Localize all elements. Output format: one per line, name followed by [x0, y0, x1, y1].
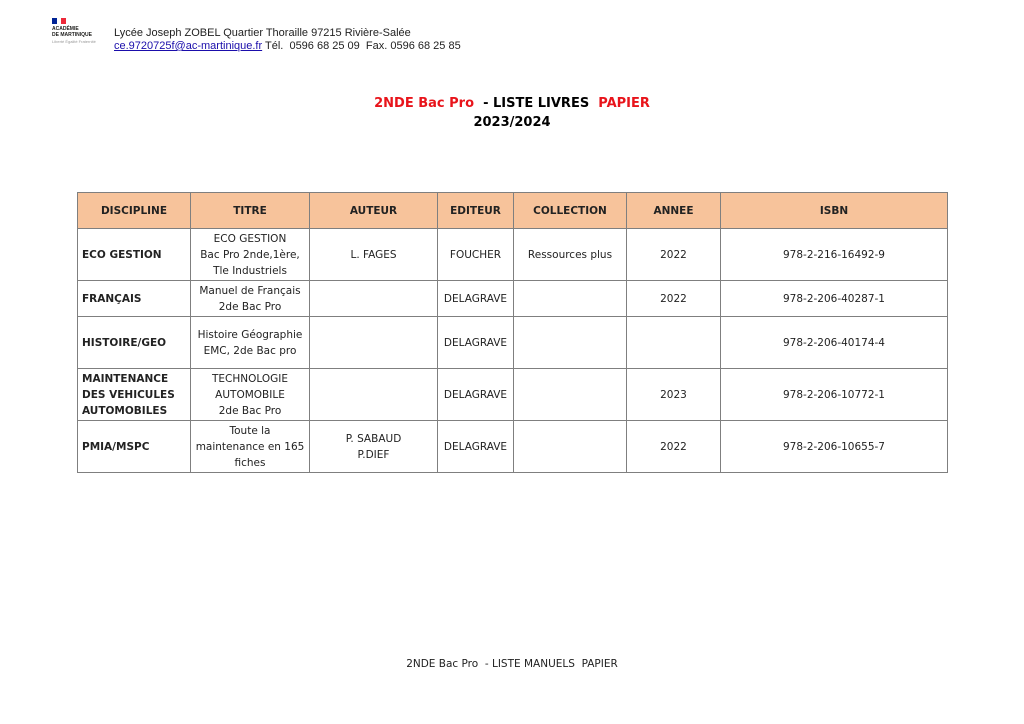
cell-discipline: MAINTENANCE DES VEHICULES AUTOMOBILES [78, 369, 191, 421]
cell-annee [627, 317, 721, 369]
cell-editeur: DELAGRAVE [438, 281, 514, 317]
logo-motto: Liberté Égalité Fraternité [52, 39, 96, 44]
cell-titre: Manuel de Français 2de Bac Pro [191, 281, 310, 317]
school-address: Lycée Joseph ZOBEL Quartier Thoraille 97215 Rivière-Salée [114, 27, 411, 39]
col-auteur: AUTEUR [310, 193, 438, 229]
book-list-table [77, 192, 948, 473]
col-titre: TITRE [191, 193, 310, 229]
cell-isbn: 978-2-206-40287-1 [721, 281, 948, 317]
cell-discipline: FRANÇAIS [78, 281, 191, 317]
french-flag-icon [52, 18, 66, 24]
cell-titre: TECHNOLOGIE AUTOMOBILE 2de Bac Pro [191, 369, 310, 421]
cell-auteur: L. FAGES [310, 229, 438, 281]
cell-titre: Toute la maintenance en 165 fiches [191, 421, 310, 473]
title-level: 2NDE Bac Pro [374, 96, 475, 111]
logo-name-1: ACADÉMIE [52, 26, 79, 32]
logo-name-2: DE MARTINIQUE [52, 32, 92, 38]
cell-auteur [310, 369, 438, 421]
cell-auteur [310, 317, 438, 369]
table-row [78, 229, 948, 281]
table-row [78, 281, 948, 317]
school-header [114, 27, 461, 53]
cell-isbn: 978-2-216-16492-9 [721, 229, 948, 281]
academie-logo [52, 18, 100, 60]
col-discipline: DISCIPLINE [78, 193, 191, 229]
page-footer: 2NDE Bac Pro - LISTE MANUELS PAPIER [406, 658, 618, 670]
email-link[interactable]: ce.9720725f@ac-martinique.fr [114, 40, 263, 52]
contact-phone-fax: Tél. 0596 68 25 09 Fax. 0596 68 25 85 [262, 40, 461, 52]
cell-annee: 2023 [627, 369, 721, 421]
cell-annee: 2022 [627, 281, 721, 317]
cell-collection [514, 317, 627, 369]
table-row [78, 369, 948, 421]
cell-isbn: 978-2-206-10655-7 [721, 421, 948, 473]
cell-titre: ECO GESTION Bac Pro 2nde,1ère, Tle Industriels [191, 229, 310, 281]
cell-auteur [310, 281, 438, 317]
cell-discipline: PMIA/MSPC [78, 421, 191, 473]
cell-annee: 2022 [627, 229, 721, 281]
cell-isbn: 978-2-206-40174-4 [721, 317, 948, 369]
table-row [78, 421, 948, 473]
cell-collection: Ressources plus [514, 229, 627, 281]
title-list: - LISTE LIVRES [474, 96, 599, 111]
page-title [0, 94, 1024, 132]
table-row [78, 317, 948, 369]
cell-collection [514, 421, 627, 473]
cell-collection [514, 281, 627, 317]
cell-discipline: ECO GESTION [78, 229, 191, 281]
col-isbn: ISBN [721, 193, 948, 229]
cell-editeur: DELAGRAVE [438, 421, 514, 473]
title-paper: PAPIER [598, 96, 650, 111]
cell-titre: Histoire Géographie EMC, 2de Bac pro [191, 317, 310, 369]
cell-isbn: 978-2-206-10772-1 [721, 369, 948, 421]
cell-collection [514, 369, 627, 421]
cell-annee: 2022 [627, 421, 721, 473]
cell-auteur: P. SABAUD P.DIEF [310, 421, 438, 473]
col-collection: COLLECTION [514, 193, 627, 229]
cell-editeur: DELAGRAVE [438, 369, 514, 421]
cell-editeur: FOUCHER [438, 229, 514, 281]
cell-editeur: DELAGRAVE [438, 317, 514, 369]
cell-discipline: HISTOIRE/GEO [78, 317, 191, 369]
col-annee: ANNEE [627, 193, 721, 229]
school-year: 2023/2024 [473, 115, 551, 130]
col-editeur: EDITEUR [438, 193, 514, 229]
